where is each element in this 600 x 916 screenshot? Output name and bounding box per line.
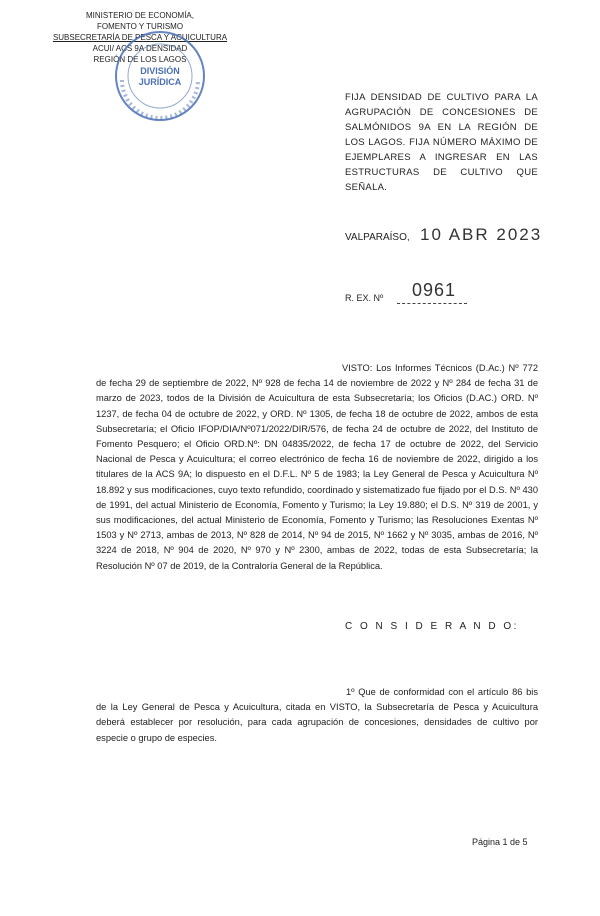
page-number: Página 1 de 5 [472, 837, 528, 847]
considerando-item-1 [96, 685, 538, 746]
visto-section [96, 361, 538, 574]
considerando-heading: C O N S I D E R A N D O: [345, 621, 519, 632]
stamp-line-1: DIVISIÓN [140, 66, 180, 76]
region-name: REGIÓN DE LOS LAGOS [93, 55, 187, 64]
resolution-number: 0961 [412, 280, 457, 300]
stamp-line-2: JURÍDICA [138, 77, 182, 87]
division-juridica-stamp [112, 28, 208, 124]
resolution-title: FIJA DENSIDAD DE CULTIVO PARA LA AGRUPACIÓN DE CONCESIONES DE SALMÓNIDOS 9A EN LA REGIÓN DE LOS LAGOS. FIJA NÚMERO MÁXIMO DE EJEMPLARES A INGRESAR EN LAS ESTRUCTURAS DE CULTIVO QUE SEÑALA. [345, 92, 538, 193]
place-label: VALPARAÍSO, [345, 232, 410, 243]
resolution-label: R. EX. Nº [345, 293, 384, 303]
ministry-name: MINISTERIO DE ECONOMÍA, [85, 11, 194, 20]
ministry-name-2: FOMENTO Y TURISMO [96, 22, 184, 31]
stamp-seal-icon [112, 28, 208, 124]
resolution-number-line [397, 303, 467, 304]
document-reference: ACUI/ ACS 9A DENSIDAD [92, 44, 188, 53]
date-stamp: 10 ABR 2023 [420, 225, 543, 244]
subsecretariat-name: SUBSECRETARÍA DE PESCA Y ACUICULTURA [52, 33, 228, 42]
visto-paragraph: VISTO: Los Informes Técnicos (D.Ac.) Nº 772 de fecha 29 de septiembre de 2022, Nº 928 de fecha 14 de noviembre de 2022 y Nº 284 de fecha 31 de marzo de 2023, todos de la División de Acuicultura de esta Subsecretaría; los Oficios (D.AC.) ORD. Nº 1237, de fecha 04 de octubre de 2022, y ORD. Nº 1305, de fecha 18 de octubre de 2022, ambos de esta Subsecretaría; el Oficio IFOP/DIA/Nº071/2022/DIR/576, de fecha 24 de octubre de 2022, del Instituto de Fomento Pesquero; el Oficio ORD.Nº: DN 04835/2022, de fecha 17 de octubre de 2022, del Servicio Nacional de Pesca y Acuicultura; el correo electrónico de fecha 16 de noviembre de 2022, dirigido a los titulares de la ACS 9A; lo dispuesto en el D.F.L. Nº 5 de 1983; la Ley General de Pesca y Acuicultura Nº 18.892 y sus modificaciones, cuyo texto refundido, coordinado y sistematizado fue fijado por el D.S. Nº 430 de 1991, del actual Ministerio de Economía, Fomento y Turismo; la Ley 19.880; el D.S. Nº 319 de 2001, y sus modificaciones, del actual Ministerio de Economía, Fomento y Turismo; las Resoluciones Exentas Nº 1503 y Nº 2713, ambas de 2013, Nº 828 de 2014, Nº 94 de 2015, Nº 1662 y Nº 3035, ambas de 2016, Nº 3224 de 2018, Nº 904 de 2020, Nº 970 y Nº 2300, ambas de 2022, todas de esta Subsecretaría; la Resolución Nº 07 de 2019, de la Contraloría General de la República. [96, 363, 538, 571]
considerando-paragraph-1: 1º Que de conformidad con el artículo 86 bis de la Ley General de Pesca y Acuicultura, citada en VISTO, la Subsecretaría de Pesca y Acuicultura deberá establecer por resolución, para cada agrupación de concesiones, densidades de cultivo por especie o grupo de especies. [96, 687, 538, 743]
